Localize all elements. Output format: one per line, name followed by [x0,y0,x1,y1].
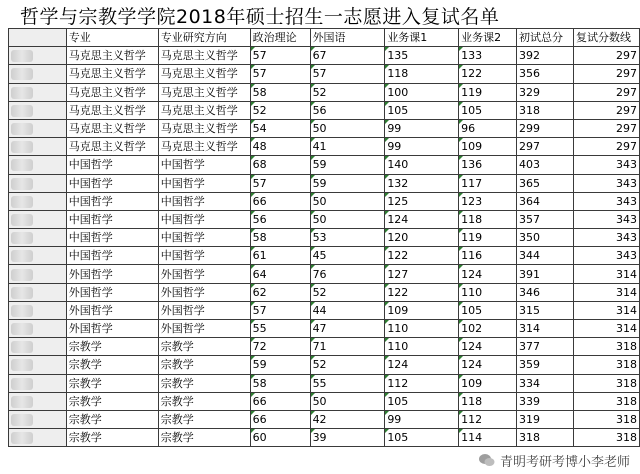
score-cell[interactable]: 297 [573,101,639,119]
score-cell[interactable]: 334 [517,374,574,392]
redaction-blur [11,105,33,117]
score-cell[interactable]: 297 [573,119,639,137]
header-cell[interactable]: 复试分数线 [573,29,639,47]
score-cell[interactable]: 125 [385,192,459,210]
score-cell[interactable]: 58 [250,83,310,101]
redacted-name-cell[interactable] [9,138,67,156]
text-cell[interactable]: 马克思主义哲学 [158,101,250,119]
score-cell[interactable]: 123 [459,192,517,210]
text-cell[interactable]: 宗教学 [158,374,250,392]
text-cell[interactable]: 宗教学 [66,429,158,447]
header-cell[interactable]: 外国语 [310,29,385,47]
text-cell[interactable]: 外国哲学 [158,320,250,338]
score-cell[interactable]: 318 [573,392,639,410]
score-cell[interactable]: 61 [250,247,310,265]
redacted-name-cell[interactable] [9,374,67,392]
score-cell[interactable]: 50 [310,210,385,228]
text-cell[interactable]: 宗教学 [158,338,250,356]
score-cell[interactable]: 122 [459,65,517,83]
score-cell[interactable]: 105 [385,429,459,447]
score-cell[interactable]: 118 [459,210,517,228]
score-cell[interactable]: 55 [310,374,385,392]
table-row [9,65,640,83]
text-cell[interactable]: 马克思主义哲学 [66,138,158,156]
table-row [9,156,640,174]
redacted-name-cell[interactable] [9,83,67,101]
redacted-name-cell[interactable] [9,410,67,428]
text-cell[interactable]: 宗教学 [158,429,250,447]
score-cell[interactable]: 359 [517,356,574,374]
score-cell[interactable]: 350 [517,229,574,247]
table-row [9,301,640,319]
redacted-name-cell[interactable] [9,283,67,301]
redaction-blur [11,123,33,135]
score-cell[interactable]: 105 [459,101,517,119]
table-row [9,47,640,65]
score-cell[interactable]: 72 [250,338,310,356]
score-cell[interactable]: 48 [250,138,310,156]
score-cell[interactable]: 68 [250,156,310,174]
table-row [9,101,640,119]
score-cell[interactable]: 343 [573,174,639,192]
table-row [9,247,640,265]
score-cell[interactable]: 44 [310,301,385,319]
score-cell[interactable]: 105 [459,301,517,319]
table-row [9,392,640,410]
score-cell[interactable]: 318 [573,410,639,428]
score-cell[interactable]: 76 [310,265,385,283]
score-cell[interactable]: 52 [250,101,310,119]
text-cell[interactable]: 外国哲学 [66,265,158,283]
score-cell[interactable]: 132 [385,174,459,192]
score-cell[interactable]: 124 [459,356,517,374]
text-cell[interactable]: 中国哲学 [66,229,158,247]
text-cell[interactable]: 外国哲学 [66,283,158,301]
score-cell[interactable]: 297 [517,138,574,156]
score-cell[interactable]: 127 [385,265,459,283]
score-cell[interactable]: 102 [459,320,517,338]
spreadsheet[interactable] [8,28,640,474]
score-cell[interactable]: 50 [310,192,385,210]
score-cell[interactable]: 318 [517,429,574,447]
text-cell[interactable]: 马克思主义哲学 [66,83,158,101]
text-cell[interactable]: 马克思主义哲学 [66,101,158,119]
score-cell[interactable]: 119 [459,83,517,101]
score-cell[interactable]: 52 [310,83,385,101]
table-row [9,338,640,356]
score-cell[interactable]: 135 [385,47,459,65]
score-cell[interactable]: 120 [385,229,459,247]
score-cell[interactable]: 53 [310,229,385,247]
header-cell[interactable] [9,29,67,47]
score-cell[interactable]: 339 [517,392,574,410]
score-cell[interactable]: 365 [517,174,574,192]
text-cell[interactable]: 中国哲学 [158,174,250,192]
score-cell[interactable]: 112 [385,374,459,392]
redaction-blur [11,287,33,299]
redacted-name-cell[interactable] [9,119,67,137]
redacted-name-cell[interactable] [9,429,67,447]
text-cell[interactable]: 马克思主义哲学 [158,47,250,65]
score-cell[interactable]: 109 [385,301,459,319]
score-cell[interactable]: 54 [250,119,310,137]
score-cell[interactable]: 66 [250,192,310,210]
score-cell[interactable]: 314 [573,265,639,283]
score-cell[interactable]: 116 [459,247,517,265]
score-cell[interactable]: 343 [573,229,639,247]
score-cell[interactable]: 343 [573,156,639,174]
text-cell[interactable]: 外国哲学 [158,265,250,283]
score-cell[interactable]: 140 [385,156,459,174]
score-cell[interactable]: 124 [459,338,517,356]
redacted-name-cell[interactable] [9,174,67,192]
table-row [9,320,640,338]
score-cell[interactable]: 314 [573,320,639,338]
score-cell[interactable]: 318 [517,101,574,119]
score-cell[interactable]: 56 [250,210,310,228]
redaction-blur [11,359,33,371]
table-row [9,265,640,283]
redaction-blur [11,432,33,444]
score-cell[interactable]: 346 [517,283,574,301]
table-row [9,83,640,101]
score-cell[interactable]: 99 [385,410,459,428]
score-cell[interactable]: 67 [310,47,385,65]
score-cell[interactable]: 42 [310,410,385,428]
text-cell[interactable]: 中国哲学 [158,156,250,174]
score-cell[interactable]: 297 [573,65,639,83]
redacted-name-cell[interactable] [9,47,67,65]
redacted-name-cell[interactable] [9,156,67,174]
score-cell[interactable]: 110 [459,283,517,301]
score-cell[interactable]: 64 [250,265,310,283]
redaction-blur [11,68,33,80]
text-cell[interactable]: 中国哲学 [66,174,158,192]
table-row [9,283,640,301]
text-cell[interactable]: 宗教学 [66,410,158,428]
text-cell[interactable]: 马克思主义哲学 [158,138,250,156]
score-cell[interactable]: 57 [310,65,385,83]
score-cell[interactable]: 105 [385,101,459,119]
score-cell[interactable]: 314 [573,283,639,301]
text-cell[interactable]: 马克思主义哲学 [66,65,158,83]
score-cell[interactable]: 66 [250,392,310,410]
score-cell[interactable]: 58 [250,374,310,392]
score-cell[interactable]: 364 [517,192,574,210]
score-cell[interactable]: 112 [459,410,517,428]
score-cell[interactable]: 39 [310,429,385,447]
sheet-title [0,0,640,28]
redaction-blur [11,159,33,171]
score-cell[interactable]: 318 [573,338,639,356]
header-row [9,29,640,47]
score-cell[interactable]: 318 [573,356,639,374]
score-cell[interactable]: 124 [459,265,517,283]
score-cell[interactable]: 58 [250,229,310,247]
redacted-name-cell[interactable] [9,320,67,338]
text-cell[interactable]: 外国哲学 [66,301,158,319]
score-cell[interactable]: 118 [459,392,517,410]
text-cell[interactable]: 中国哲学 [66,192,158,210]
text-cell[interactable]: 外国哲学 [158,301,250,319]
score-cell[interactable]: 122 [385,247,459,265]
score-cell[interactable]: 392 [517,47,574,65]
text-cell[interactable]: 马克思主义哲学 [158,83,250,101]
score-cell[interactable]: 114 [459,429,517,447]
score-cell[interactable]: 319 [517,410,574,428]
score-cell[interactable]: 343 [573,192,639,210]
text-cell[interactable]: 马克思主义哲学 [158,119,250,137]
redaction-blur [11,178,33,190]
redaction-blur [11,250,33,262]
score-cell[interactable]: 403 [517,156,574,174]
text-cell[interactable]: 宗教学 [158,356,250,374]
score-cell[interactable]: 59 [310,156,385,174]
text-cell[interactable]: 宗教学 [66,338,158,356]
score-cell[interactable]: 47 [310,320,385,338]
header-cell[interactable]: 业务课2 [459,29,517,47]
score-cell[interactable]: 297 [573,83,639,101]
score-cell[interactable]: 315 [517,301,574,319]
text-cell[interactable]: 外国哲学 [66,320,158,338]
redacted-name-cell[interactable] [9,247,67,265]
header-cell[interactable]: 专业 [66,29,158,47]
score-cell[interactable]: 109 [459,138,517,156]
score-cell[interactable]: 297 [573,138,639,156]
text-cell[interactable]: 中国哲学 [158,210,250,228]
redaction-blur [11,87,33,99]
score-cell[interactable]: 59 [250,356,310,374]
score-cell[interactable]: 60 [250,429,310,447]
score-cell[interactable]: 343 [573,247,639,265]
score-cell[interactable]: 391 [517,265,574,283]
redaction-blur [11,50,33,62]
score-cell[interactable]: 59 [310,174,385,192]
watermark-text: 青明考研考博小李老师 [499,454,630,470]
score-cell[interactable]: 133 [459,47,517,65]
redaction-blur [11,396,33,408]
table-row [9,410,640,428]
score-cell[interactable]: 110 [385,338,459,356]
score-cell[interactable]: 100 [385,83,459,101]
table-row [9,210,640,228]
score-cell[interactable]: 57 [250,174,310,192]
score-cell[interactable]: 124 [385,356,459,374]
wechat-icon [478,451,496,469]
redacted-name-cell[interactable] [9,210,67,228]
score-cell[interactable]: 99 [385,119,459,137]
score-cell[interactable]: 297 [573,47,639,65]
score-cell[interactable]: 344 [517,247,574,265]
score-cell[interactable]: 66 [250,410,310,428]
redacted-name-cell[interactable] [9,229,67,247]
table-row [9,229,640,247]
text-cell[interactable]: 中国哲学 [66,156,158,174]
redaction-blur [11,269,33,281]
redaction-blur [11,305,33,317]
redaction-blur [11,196,33,208]
text-cell[interactable]: 中国哲学 [66,247,158,265]
score-cell[interactable]: 124 [385,210,459,228]
score-cell[interactable]: 62 [250,283,310,301]
table-row [9,356,640,374]
score-cell[interactable]: 57 [250,47,310,65]
table-row [9,192,640,210]
redacted-name-cell[interactable] [9,301,67,319]
score-cell[interactable]: 71 [310,338,385,356]
header-cell[interactable]: 政治理论 [250,29,310,47]
score-cell[interactable]: 96 [459,119,517,137]
score-cell[interactable]: 343 [573,210,639,228]
score-cell[interactable]: 318 [573,374,639,392]
redaction-blur [11,323,33,335]
redacted-name-cell[interactable] [9,338,67,356]
score-cell[interactable]: 299 [517,119,574,137]
score-cell[interactable]: 50 [310,392,385,410]
redaction-blur [11,341,33,353]
text-cell[interactable]: 中国哲学 [158,192,250,210]
text-cell[interactable]: 马克思主义哲学 [66,47,158,65]
score-cell[interactable]: 55 [250,320,310,338]
table-row [9,174,640,192]
score-cell[interactable]: 136 [459,156,517,174]
watermark [474,448,634,472]
score-cell[interactable]: 119 [459,229,517,247]
score-cell[interactable]: 57 [250,65,310,83]
redacted-name-cell[interactable] [9,65,67,83]
text-cell[interactable]: 宗教学 [158,410,250,428]
header-cell[interactable]: 业务课1 [385,29,459,47]
admission-table [8,28,640,447]
text-cell[interactable]: 宗教学 [66,374,158,392]
score-cell[interactable]: 118 [385,65,459,83]
score-cell[interactable]: 109 [459,374,517,392]
text-cell[interactable]: 中国哲学 [66,210,158,228]
score-cell[interactable]: 52 [310,356,385,374]
score-cell[interactable]: 314 [573,301,639,319]
score-cell[interactable]: 356 [517,65,574,83]
redacted-name-cell[interactable] [9,101,67,119]
score-cell[interactable]: 105 [385,392,459,410]
redacted-name-cell[interactable] [9,265,67,283]
redaction-blur [11,141,33,153]
score-cell[interactable]: 56 [310,101,385,119]
text-cell[interactable]: 中国哲学 [158,247,250,265]
text-cell[interactable]: 马克思主义哲学 [158,65,250,83]
score-cell[interactable]: 52 [310,283,385,301]
redaction-blur [11,378,33,390]
redacted-name-cell[interactable] [9,192,67,210]
header-cell[interactable]: 专业研究方向 [158,29,250,47]
table-row [9,429,640,447]
redacted-name-cell[interactable] [9,356,67,374]
score-cell[interactable]: 50 [310,119,385,137]
score-cell[interactable]: 357 [517,210,574,228]
score-cell[interactable]: 377 [517,338,574,356]
score-cell[interactable]: 117 [459,174,517,192]
text-cell[interactable]: 宗教学 [66,356,158,374]
score-cell[interactable]: 99 [385,138,459,156]
redaction-blur [11,414,33,426]
redacted-name-cell[interactable] [9,392,67,410]
score-cell[interactable]: 122 [385,283,459,301]
table-row [9,374,640,392]
score-cell[interactable]: 45 [310,247,385,265]
score-cell[interactable]: 57 [250,301,310,319]
score-cell[interactable]: 318 [573,429,639,447]
redaction-blur [11,232,33,244]
score-cell[interactable]: 314 [517,320,574,338]
text-cell[interactable]: 外国哲学 [158,283,250,301]
text-cell[interactable]: 中国哲学 [158,229,250,247]
title-text: 哲学与宗教学学院2018年硕士招生一志愿进入复试名单 [20,6,500,28]
text-cell[interactable]: 马克思主义哲学 [66,119,158,137]
redaction-blur [11,214,33,226]
header-cell[interactable]: 初试总分 [517,29,574,47]
table-row [9,119,640,137]
text-cell[interactable]: 宗教学 [158,392,250,410]
score-cell[interactable]: 41 [310,138,385,156]
score-cell[interactable]: 110 [385,320,459,338]
score-cell[interactable]: 329 [517,83,574,101]
table-row [9,138,640,156]
text-cell[interactable]: 宗教学 [66,392,158,410]
